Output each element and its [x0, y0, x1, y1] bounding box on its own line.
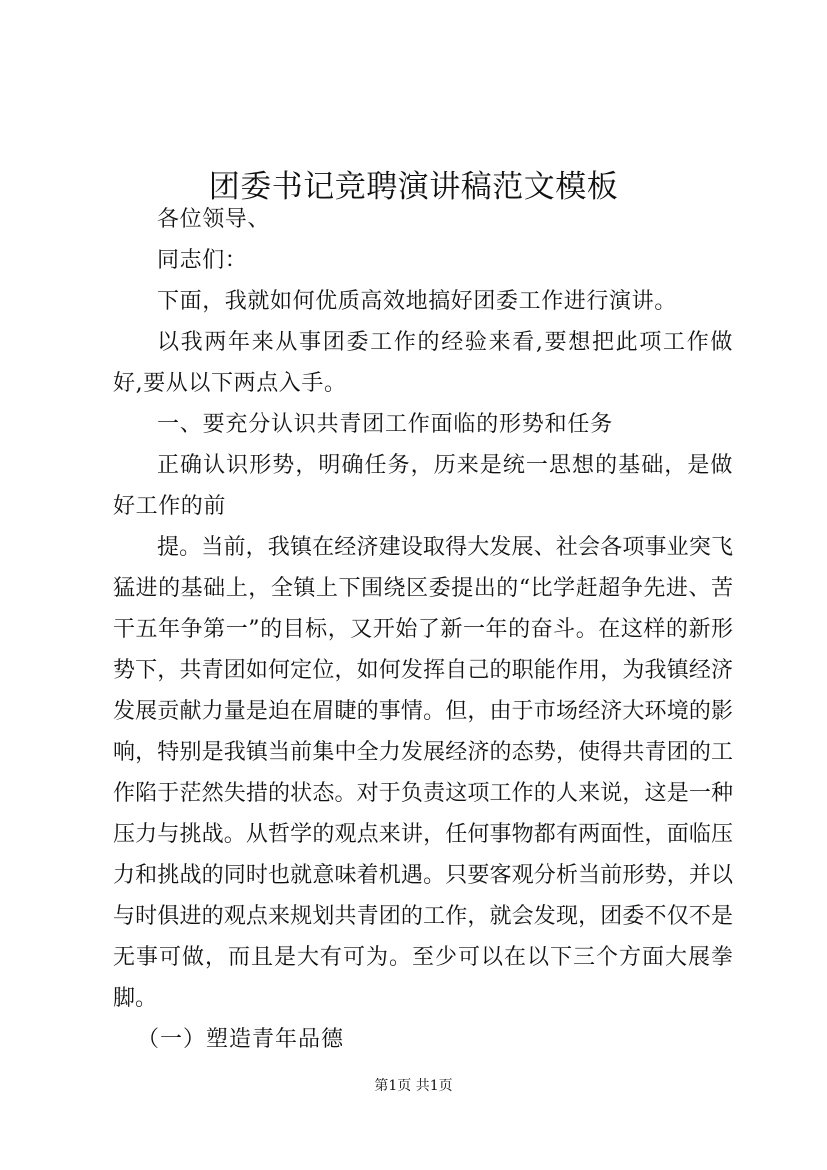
- experience-paragraph: 以我两年来从事团委工作的经验来看,要想把此项工作做好,要从以下两点入手。: [113, 330, 733, 396]
- salutation-line-2: 同志们：: [157, 248, 248, 273]
- situation-paragraph: 提。当前，我镇在经济建设取得大发展、社会各项事业突飞猛进的基础上，全镇上下围绕区委提出的“比学赶超争先进、苦干五年争第一”的目标，又开始了新一年的奋斗。在这样的新形势下，共青团如何定位，如何发挥自己的职能作用，为我镇经济发展贡献力量是迫在眉睫的事情。但，由于市场经济大环境的影响，特别是我镇当前集中全力发展经济的态势，使得共青团的工作陷于茫然失措的状态。对于负责这项工作的人来说，这是一种压力与挑战。从哲学的观点来讲，任何事物都有两面性，面临压力和挑战的同时也就意味着机遇。只要客观分析当前形势，并以与时俱进的观点来规划共青团的工作，就会发现，团委不仅不是无事可做，而且是大有可为。至少可以在以下三个方面大展拳脚。: [113, 535, 733, 1011]
- opening-paragraph: 下面，我就如何优质高效地搞好团委工作进行演讲。: [157, 289, 677, 314]
- understanding-paragraph: 正确认识形势，明确任务，历来是统一思想的基础，是做好工作的前: [113, 453, 733, 519]
- document-body: [113, 199, 733, 1060]
- section-heading-1: 一、要充分认识共青团工作面临的形势和任务: [157, 412, 614, 437]
- document-title: 团委书记竞聘演讲稿范文模板: [208, 168, 619, 205]
- salutation-line-1: 各位领导、: [157, 207, 271, 232]
- subsection-heading-1: （一）塑造青年品德: [137, 1027, 345, 1052]
- page-number-footer: 第1页 共1页: [374, 1078, 453, 1094]
